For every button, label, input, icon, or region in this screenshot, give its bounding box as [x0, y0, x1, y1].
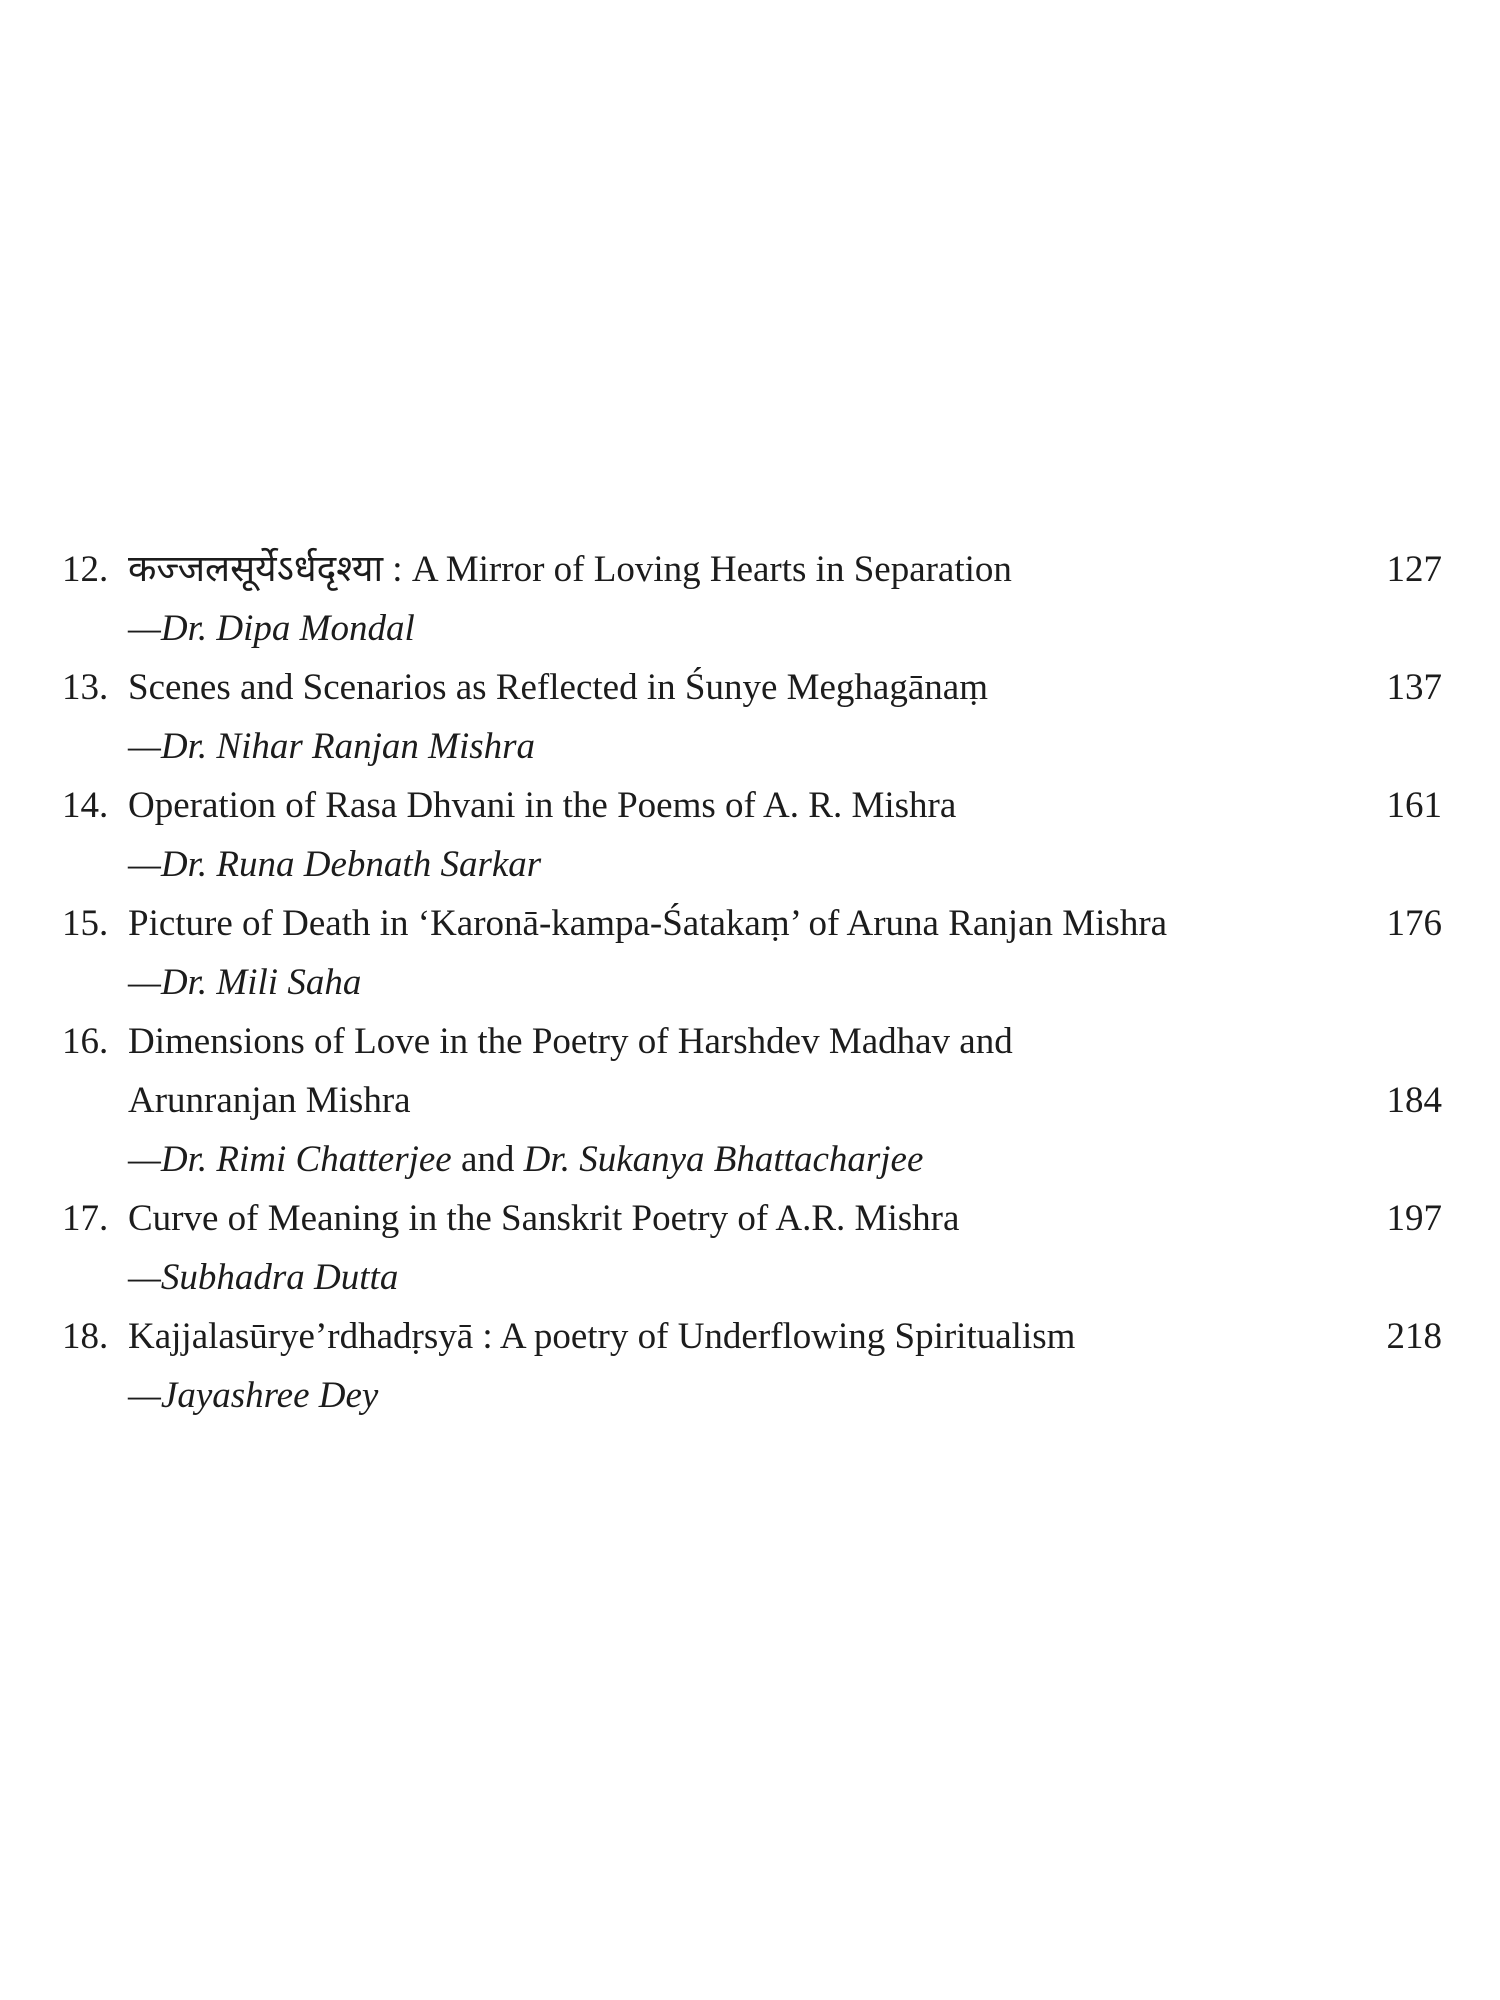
entry-title: कज्जलसूर्येऽर्धदृश्या : A Mirror of Loving Hearts in Separation [128, 549, 1012, 590]
entry-author: —Dr. Nihar Ranjan Mishra [128, 726, 536, 767]
entry-title-continued: Arunranjan Mishra [128, 1080, 411, 1121]
entry-number: 16. [62, 1021, 109, 1062]
page-number: 137 [1386, 667, 1442, 708]
entry-number: 18. [62, 1316, 109, 1357]
toc-entry-15 [62, 894, 1442, 1012]
entry-author: —Dr. Mili Saha [128, 962, 362, 1003]
toc-title-line [62, 894, 1442, 953]
entry-author: —Subhadra Dutta [128, 1257, 399, 1298]
toc-title-line [62, 1189, 1442, 1248]
entry-number: 14. [62, 785, 109, 826]
entry-author: Dr. Sukanya Bhattacharjee [523, 1139, 924, 1180]
toc-entry-16 [62, 1012, 1442, 1189]
entry-title: Scenes and Scenarios as Reflected in Śunye Meghagānaṃ [128, 667, 988, 708]
page-number: 161 [1386, 785, 1442, 826]
toc-entry-14 [62, 776, 1442, 894]
toc-title-line [62, 540, 1442, 599]
entry-title: Kajjalasūrye’rdhadṛsyā : A poetry of Underflowing Spiritualism [128, 1316, 1076, 1357]
author-conjunction: and [460, 1139, 515, 1180]
toc-entry-13 [62, 658, 1442, 776]
entry-author: —Jayashree Dey [128, 1375, 379, 1416]
page-number: 197 [1386, 1198, 1442, 1239]
toc-title-line-continued [62, 1071, 1442, 1130]
entry-title: Picture of Death in ‘Karonā-kampa-Śatakaṃ’ of Aruna Ranjan Mishra [128, 903, 1168, 944]
toc-title-line [62, 776, 1442, 835]
entry-number: 15. [62, 903, 109, 944]
table-of-contents [62, 540, 1442, 1425]
toc-entry-18 [62, 1307, 1442, 1425]
entry-author: —Dr. Rimi Chatterjee [128, 1139, 452, 1180]
entry-title: Curve of Meaning in the Sanskrit Poetry of A.R. Mishra [128, 1198, 960, 1239]
entry-author: —Dr. Runa Debnath Sarkar [128, 844, 542, 885]
toc-entry-12 [62, 540, 1442, 658]
page-number: 127 [1386, 549, 1442, 590]
entry-author: —Dr. Dipa Mondal [128, 608, 415, 649]
entry-number: 12. [62, 549, 109, 590]
toc-title-line [62, 1012, 1442, 1071]
entry-number: 17. [62, 1198, 109, 1239]
entry-title: Operation of Rasa Dhvani in the Poems of A. R. Mishra [128, 785, 957, 826]
entry-number: 13. [62, 667, 109, 708]
entry-title: Dimensions of Love in the Poetry of Harshdev Madhav and [128, 1021, 1013, 1062]
page-number: 184 [1386, 1080, 1442, 1121]
toc-title-line [62, 1307, 1442, 1366]
toc-title-line [62, 658, 1442, 717]
entry-authors [62, 1130, 1442, 1189]
page-number: 218 [1386, 1316, 1442, 1357]
page-number: 176 [1386, 903, 1442, 944]
toc-entry-17 [62, 1189, 1442, 1307]
